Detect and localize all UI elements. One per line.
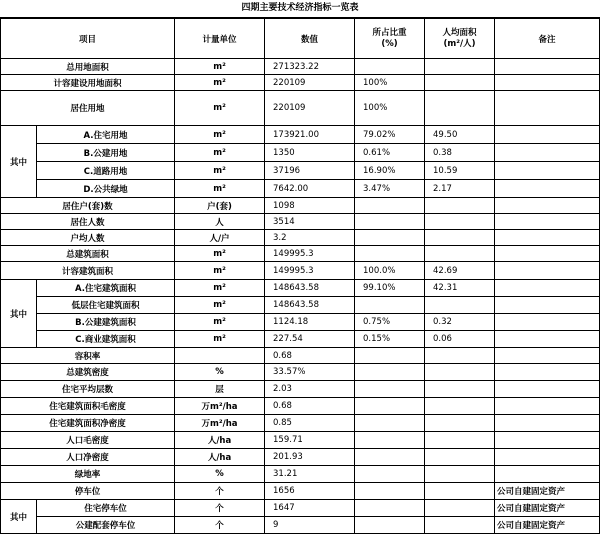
row-ratio: 100%	[355, 75, 425, 91]
row-per-capita	[425, 432, 495, 449]
row-per-capita: 10.59	[425, 162, 495, 180]
table-row	[1, 348, 600, 364]
row-item: 计容建筑面积	[1, 262, 175, 280]
row-note	[495, 262, 600, 280]
header-per-line2: (m²/人)	[443, 38, 476, 49]
row-item: 居住用地	[1, 91, 175, 126]
row-value: 37196	[265, 162, 355, 180]
table-row	[1, 331, 600, 348]
row-per-capita	[425, 449, 495, 466]
row-per-capita	[425, 415, 495, 432]
row-unit: 人/户	[175, 230, 265, 246]
row-per-capita: 42.31	[425, 280, 495, 297]
table-row	[1, 280, 600, 297]
row-ratio	[355, 500, 425, 517]
row-item: 住宅停车位	[37, 500, 175, 517]
row-unit: 人/ha	[175, 449, 265, 466]
row-value: 220109	[265, 75, 355, 91]
row-note	[495, 449, 600, 466]
row-per-capita: 49.50	[425, 126, 495, 144]
row-per-capita	[425, 381, 495, 398]
row-per-capita	[425, 246, 495, 262]
row-unit: 户(套)	[175, 198, 265, 214]
row-per-capita	[425, 214, 495, 230]
row-note	[495, 297, 600, 314]
header-note: 备注	[495, 19, 600, 59]
row-per-capita	[425, 466, 495, 483]
row-ratio	[355, 214, 425, 230]
row-note	[495, 432, 600, 449]
row-note	[495, 466, 600, 483]
row-unit: 人	[175, 214, 265, 230]
row-per-capita: 0.32	[425, 314, 495, 331]
row-unit: m²	[175, 59, 265, 75]
table-row	[1, 381, 600, 398]
row-ratio: 99.10%	[355, 280, 425, 297]
row-per-capita: 2.17	[425, 180, 495, 198]
row-item: 停车位	[1, 483, 175, 500]
row-item: B.公建用地	[37, 144, 175, 162]
row-unit: 个	[175, 517, 265, 534]
table-row	[1, 246, 600, 262]
row-unit: %	[175, 466, 265, 483]
row-note	[495, 198, 600, 214]
row-note	[495, 126, 600, 144]
row-value: 0.68	[265, 398, 355, 415]
row-ratio: 0.61%	[355, 144, 425, 162]
row-note	[495, 180, 600, 198]
row-unit: m²	[175, 162, 265, 180]
row-unit: m²	[175, 144, 265, 162]
table-row	[1, 314, 600, 331]
row-note: 公司自建固定资产	[495, 500, 600, 517]
table-row	[1, 59, 600, 75]
row-value: 149995.3	[265, 246, 355, 262]
row-item: 公建配套停车位	[37, 517, 175, 534]
row-value: 148643.58	[265, 297, 355, 314]
row-value: 0.68	[265, 348, 355, 364]
row-note	[495, 398, 600, 415]
row-unit: 个	[175, 500, 265, 517]
row-unit: m²	[175, 91, 265, 126]
row-unit: m²	[175, 126, 265, 144]
row-item: A.住宅用地	[37, 126, 175, 144]
row-note	[495, 331, 600, 348]
header-unit: 计量单位	[175, 19, 265, 59]
table-row	[1, 364, 600, 381]
header-ratio-line1: 所占比重	[372, 27, 407, 38]
row-unit: 万m²/ha	[175, 398, 265, 415]
row-value: 149995.3	[265, 262, 355, 280]
header-item: 项目	[1, 19, 175, 59]
row-ratio	[355, 59, 425, 75]
row-ratio: 0.75%	[355, 314, 425, 331]
row-note	[495, 144, 600, 162]
row-item: D.公共绿地	[37, 180, 175, 198]
row-per-capita: 0.38	[425, 144, 495, 162]
row-note: 公司自建固定资产	[495, 517, 600, 534]
row-item: 住宅建筑面积净密度	[1, 415, 175, 432]
row-unit: m²	[175, 314, 265, 331]
row-item: 人口毛密度	[1, 432, 175, 449]
row-value: 1098	[265, 198, 355, 214]
row-note	[495, 59, 600, 75]
row-value: 0.85	[265, 415, 355, 432]
row-item: 总建筑面积	[1, 246, 175, 262]
row-ratio	[355, 198, 425, 214]
row-item: A.住宅建筑面积	[37, 280, 175, 297]
row-ratio	[355, 246, 425, 262]
group-label-parking: 其中	[1, 500, 37, 534]
table-row	[1, 91, 600, 126]
row-value: 7642.00	[265, 180, 355, 198]
row-unit: 万m²/ha	[175, 415, 265, 432]
row-value: 148643.58	[265, 280, 355, 297]
row-note: 公司自建固定资产	[495, 483, 600, 500]
table-row	[1, 214, 600, 230]
table-row	[1, 297, 600, 314]
row-per-capita	[425, 91, 495, 126]
row-item: 绿地率	[1, 466, 175, 483]
header-value: 数值	[265, 19, 355, 59]
header-ratio-line2: (%)	[381, 38, 398, 49]
table-row	[1, 415, 600, 432]
row-note	[495, 162, 600, 180]
table-row	[1, 483, 600, 500]
header-ratio	[355, 19, 425, 59]
row-note	[495, 415, 600, 432]
row-item: 人口净密度	[1, 449, 175, 466]
row-unit	[175, 348, 265, 364]
table-row	[1, 162, 600, 180]
row-item: 住宅建筑面积毛密度	[1, 398, 175, 415]
row-unit: m²	[175, 331, 265, 348]
row-ratio: 16.90%	[355, 162, 425, 180]
row-ratio: 79.02%	[355, 126, 425, 144]
row-value: 3.2	[265, 230, 355, 246]
row-per-capita	[425, 198, 495, 214]
row-per-capita	[425, 364, 495, 381]
row-value: 220109	[265, 91, 355, 126]
row-item: C.道路用地	[37, 162, 175, 180]
row-ratio	[355, 483, 425, 500]
row-unit: %	[175, 364, 265, 381]
row-value: 9	[265, 517, 355, 534]
row-ratio: 100.0%	[355, 262, 425, 280]
row-unit: 层	[175, 381, 265, 398]
group-label-building: 其中	[1, 280, 37, 348]
row-ratio	[355, 381, 425, 398]
row-note	[495, 246, 600, 262]
row-per-capita	[425, 297, 495, 314]
row-ratio: 0.15%	[355, 331, 425, 348]
row-note	[495, 280, 600, 297]
row-value: 1124.18	[265, 314, 355, 331]
row-value: 1656	[265, 483, 355, 500]
table-row	[1, 398, 600, 415]
table-row	[1, 230, 600, 246]
row-per-capita	[425, 483, 495, 500]
table-row	[1, 466, 600, 483]
table-row	[1, 449, 600, 466]
row-value: 31.21	[265, 466, 355, 483]
row-value: 173921.00	[265, 126, 355, 144]
header-row	[1, 19, 600, 59]
row-value: 1350	[265, 144, 355, 162]
row-ratio	[355, 432, 425, 449]
row-per-capita	[425, 398, 495, 415]
table-row	[1, 198, 600, 214]
row-note	[495, 348, 600, 364]
row-ratio: 100%	[355, 91, 425, 126]
row-value: 271323.22	[265, 59, 355, 75]
row-note	[495, 214, 600, 230]
row-value: 201.93	[265, 449, 355, 466]
row-item: 总建筑密度	[1, 364, 175, 381]
row-value: 1647	[265, 500, 355, 517]
row-value: 159.71	[265, 432, 355, 449]
header-per-line1: 人均面积	[442, 27, 477, 38]
row-note	[495, 314, 600, 331]
row-item: 容积率	[1, 348, 175, 364]
row-ratio	[355, 449, 425, 466]
row-per-capita	[425, 500, 495, 517]
row-per-capita: 42.69	[425, 262, 495, 280]
row-unit: m²	[175, 297, 265, 314]
row-unit: 人/ha	[175, 432, 265, 449]
row-note	[495, 75, 600, 91]
row-per-capita: 0.06	[425, 331, 495, 348]
row-ratio	[355, 415, 425, 432]
row-per-capita	[425, 230, 495, 246]
header-per-capita	[425, 19, 495, 59]
row-item: 住宅平均层数	[1, 381, 175, 398]
row-item: 计容建设用地面积	[1, 75, 175, 91]
row-ratio	[355, 230, 425, 246]
row-unit: m²	[175, 246, 265, 262]
row-note	[495, 364, 600, 381]
row-value: 2.03	[265, 381, 355, 398]
row-ratio	[355, 348, 425, 364]
row-unit: m²	[175, 280, 265, 297]
table-row	[1, 500, 600, 517]
row-item: C.商业建筑面积	[37, 331, 175, 348]
row-per-capita	[425, 59, 495, 75]
row-ratio: 3.47%	[355, 180, 425, 198]
row-value: 3514	[265, 214, 355, 230]
row-unit: m²	[175, 262, 265, 280]
table-row	[1, 75, 600, 91]
row-ratio	[355, 297, 425, 314]
row-ratio	[355, 398, 425, 415]
row-ratio	[355, 364, 425, 381]
row-item: 低层住宅建筑面积	[37, 297, 175, 314]
table-row	[1, 144, 600, 162]
table-row	[1, 432, 600, 449]
row-unit: m²	[175, 180, 265, 198]
row-item: 居住人数	[1, 214, 175, 230]
row-item: 户均人数	[1, 230, 175, 246]
table-title: 四期主要技术经济指标一览表	[0, 0, 600, 18]
row-value: 227.54	[265, 331, 355, 348]
row-note	[495, 381, 600, 398]
row-item: 总用地面积	[1, 59, 175, 75]
group-label-land: 其中	[1, 126, 37, 198]
row-unit: 个	[175, 483, 265, 500]
table-row	[1, 126, 600, 144]
row-item: B.公建建筑面积	[37, 314, 175, 331]
row-per-capita	[425, 75, 495, 91]
table-row	[1, 262, 600, 280]
row-note	[495, 230, 600, 246]
table-row	[1, 180, 600, 198]
row-note	[495, 91, 600, 126]
row-ratio	[355, 466, 425, 483]
row-item: 居住户(套)数	[1, 198, 175, 214]
row-unit: m²	[175, 75, 265, 91]
indicator-table	[0, 18, 600, 534]
row-per-capita	[425, 348, 495, 364]
row-value: 33.57%	[265, 364, 355, 381]
